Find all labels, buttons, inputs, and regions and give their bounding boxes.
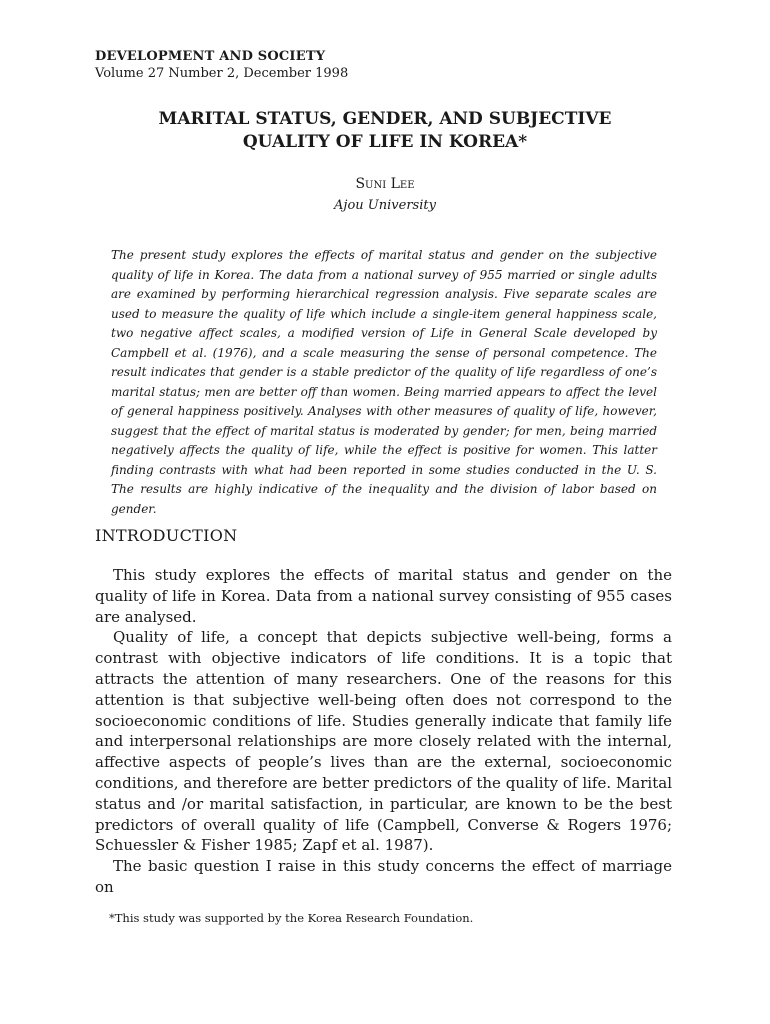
footnote: *This study was supported by the Korea Research Foundation. <box>109 911 474 925</box>
body-paragraph: Quality of life, a concept that depicts subjective well-being, forms a contrast with objective indicators of life conditions. It is a topic that attracts the attention of many researchers. One of the reasons for this attention is that subjective well-being often does not correspond to the socioeconomic conditions of life. Studies generally indicate that family life and interpersonal relationships are more closely related with the internal, affective aspects of people’s lives than are the external, socioeconomic conditions, and therefore are better predictors of the quality of life. Marital status and /or marital satisfaction, in particular, are known to be the best predictors of overall quality of life (Campbell, Converse & Rogers 1976; Schuessler & Fisher 1985; Zapf et al. 1987). <box>95 628 672 855</box>
journal-header <box>95 48 348 82</box>
journal-volume: Volume 27 Number 2, December 1998 <box>95 66 349 81</box>
body-paragraph: This study explores the effects of marital status and gender on the quality of life in Korea. Data from a national survey consisting of 955 cases are analysed. <box>95 566 672 626</box>
journal-name: DEVELOPMENT AND SOCIETY <box>95 49 326 64</box>
abstract: The present study explores the effects of marital status and gender on the subjective quality of life in Korea. The data from a national survey of 955 married or single adults are examined by performing hierarchical regression analysis. Five separate scales are used to measure the quality of life which include a single-item general happiness scale, two negative affect scales, a modified version of Life in General Scale developed by Campbell et al. (1976), and a scale measuring the sense of personal competence. The result indicates that gender is a stable predictor of the quality of life regardless of one’s marital status; men are better off than women. Being married appears to affect the level of general happiness positively. Analyses with other measures of quality of life, however, suggest that the effect of marital status is moderated by gender; for men, being married negatively affects the quality of life, while the effect is positive for women. This latter finding contrasts with what had been reported in some studies conducted in the U. S. The results are highly indicative of the inequality and the division of labor based on gender. <box>111 248 657 516</box>
author-name <box>95 174 675 194</box>
author-name-text: Suni Lee <box>355 176 415 192</box>
section-heading: INTRODUCTION <box>95 526 238 545</box>
body-paragraph: The basic question I raise in this study concerns the effect of marriage on <box>95 857 672 896</box>
title-line-1: MARITAL STATUS, GENDER, AND SUBJECTIVE <box>158 109 612 129</box>
author-affiliation: Ajou University <box>334 198 436 213</box>
body-text <box>95 565 672 898</box>
paper-title <box>95 108 675 154</box>
title-line-2: QUALITY OF LIFE IN KOREA* <box>242 132 528 152</box>
